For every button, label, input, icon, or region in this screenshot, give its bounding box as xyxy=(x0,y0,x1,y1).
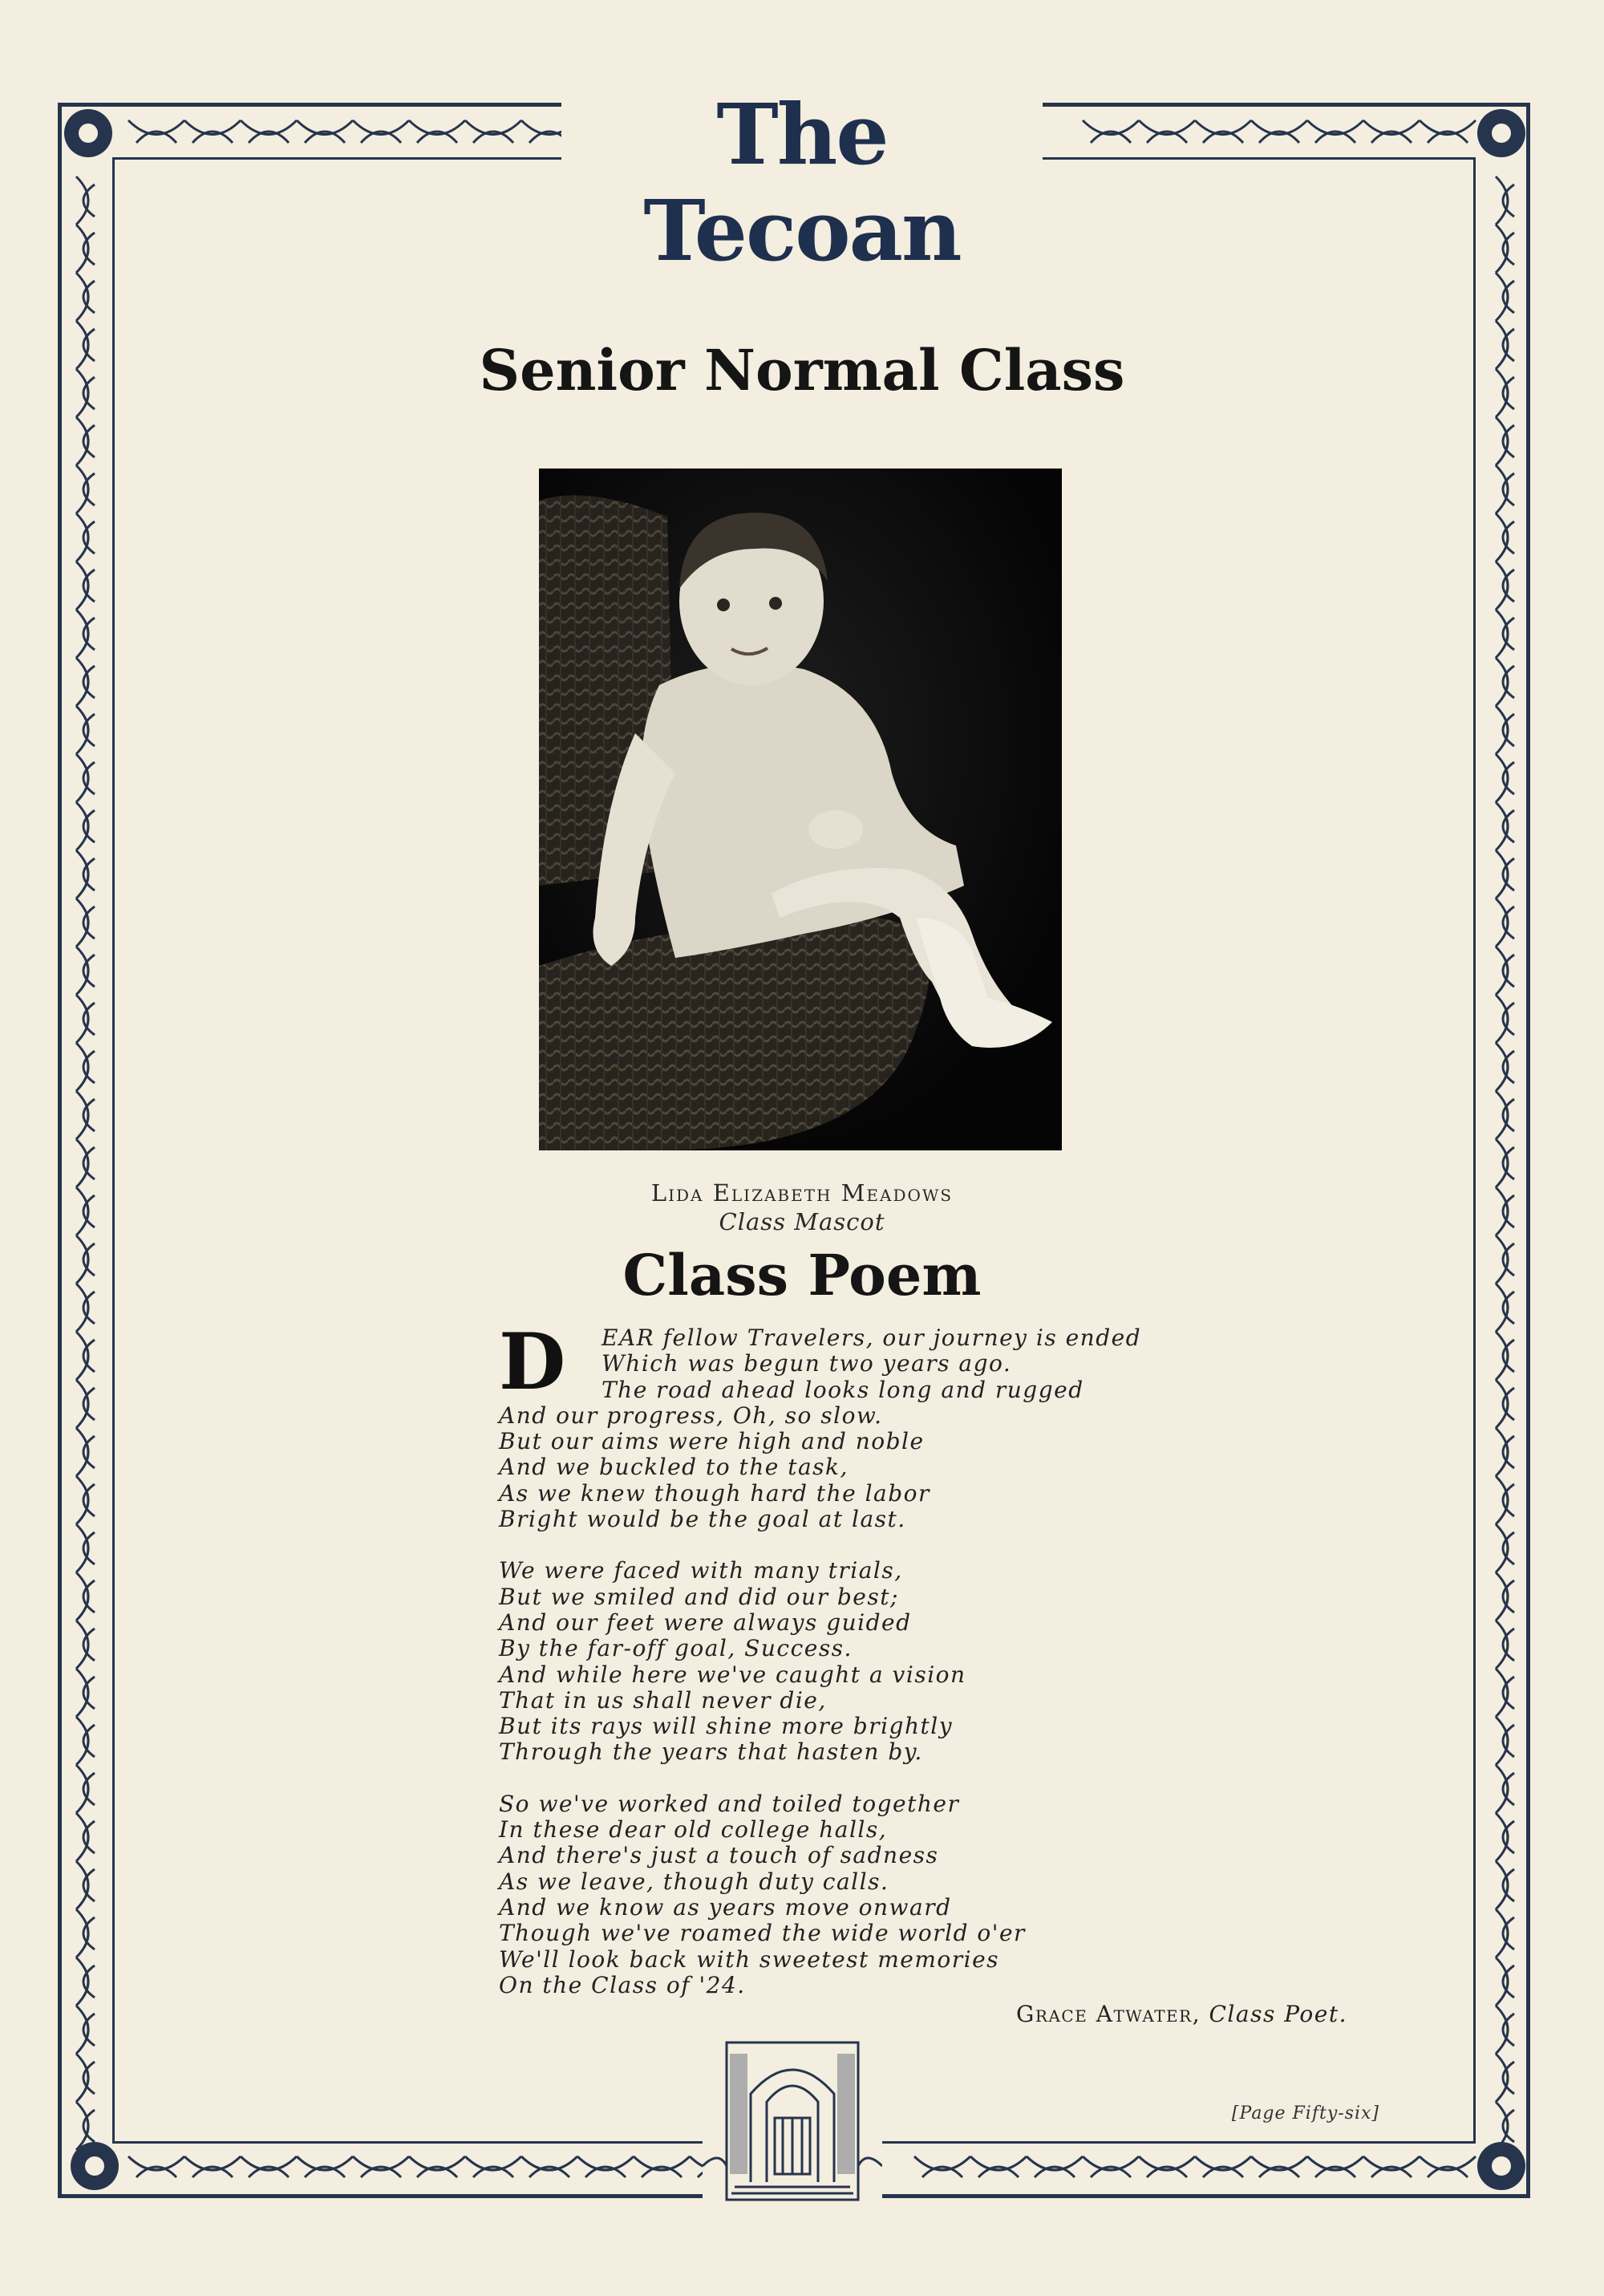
child-portrait-image xyxy=(539,469,1062,1150)
poem-line: Bright would be the goal at last. xyxy=(499,1506,906,1533)
poem-line: But our aims were high and noble xyxy=(499,1428,925,1455)
vine-ornament xyxy=(1315,2167,1355,2177)
poem-line: The road ahead looks long and rugged xyxy=(602,1376,1084,1403)
caption-role: Class Mascot xyxy=(719,1208,885,1235)
poem-line: But its rays will shine more brightly xyxy=(499,1713,954,1740)
poem-line: But we smiled and did our best; xyxy=(499,1583,899,1610)
vine-ornament xyxy=(1259,2167,1299,2177)
poem-line: So we've worked and toiled together xyxy=(499,1790,960,1817)
poet-credit xyxy=(882,2001,1347,2027)
vine-ornament xyxy=(585,2167,626,2177)
poem-line: And we know as years move onward xyxy=(499,1893,952,1921)
doorway-icon xyxy=(703,2038,882,2201)
poet-name: Grace Atwater, xyxy=(1016,2001,1201,2027)
vine-ornament xyxy=(1147,2167,1187,2177)
poem-line: And while here we've caught a vision xyxy=(499,1661,966,1688)
poem-line: And our progress, Oh, so slow. xyxy=(499,1402,883,1429)
poem-line: And our feet were always guided xyxy=(499,1608,912,1636)
poem-title: Class Poem xyxy=(622,1242,982,1308)
vine-ornament xyxy=(249,2167,289,2177)
poem-line: We were faced with many trials, xyxy=(499,1557,903,1584)
vine-ornament xyxy=(305,2167,345,2177)
vine-ornament xyxy=(473,2167,513,2177)
poem-line: Which was begun two years ago. xyxy=(602,1350,1012,1377)
poem-body xyxy=(499,1316,1221,2024)
poem-line: Through the years that hasten by. xyxy=(499,1738,923,1766)
vine-ornament xyxy=(1035,2167,1075,2177)
poem-stanza-3 xyxy=(499,1791,1221,1998)
poem-stanza-1 xyxy=(499,1316,1221,1533)
poem-line: And we buckled to the task, xyxy=(499,1454,849,1481)
vine-ornament xyxy=(1428,2167,1468,2177)
vine-ornament xyxy=(1371,2167,1412,2177)
masthead-logo: The Tecoan xyxy=(561,87,1043,183)
poem-line: On the Class of '24. xyxy=(499,1971,746,1998)
vine-ornament xyxy=(136,2167,176,2177)
vine-ornament xyxy=(922,2167,962,2177)
poem-line: We'll look back with sweetest memories xyxy=(499,1945,1000,1973)
poem-stanza-2 xyxy=(499,1558,1221,1765)
vine-ornament xyxy=(642,2167,682,2177)
vine-ornament xyxy=(417,2167,457,2177)
poem-line: In these dear old college halls, xyxy=(499,1816,888,1844)
section-title: Senior Normal Class xyxy=(479,337,1125,404)
caption-name: Lida Elizabeth Meadows xyxy=(650,1179,954,1207)
poem-line: That in us shall never die, xyxy=(499,1686,827,1714)
poem-line: EAR fellow Travelers, our journey is ended xyxy=(602,1324,1142,1351)
poet-title: Class Poet. xyxy=(1209,2001,1347,2027)
vine-ornament xyxy=(192,2167,233,2177)
vine-ornament xyxy=(1091,2167,1131,2177)
page-folio: [Page Fifty-six] xyxy=(1231,2103,1379,2124)
poem-line: By the far-off goal, Success. xyxy=(499,1635,853,1662)
poem-line: And there's just a touch of sadness xyxy=(499,1842,939,1869)
photo-caption xyxy=(481,1179,1123,1235)
vine-ornament xyxy=(1203,2167,1243,2177)
vine-ornament xyxy=(529,2167,569,2177)
vine-ornament xyxy=(978,2167,1019,2177)
poem-drop-cap: D xyxy=(499,1316,566,1407)
poem-line: Though we've roamed the wide world o'er xyxy=(499,1920,1026,1947)
mascot-photo xyxy=(539,469,1062,1150)
poem-line: As we knew though hard the labor xyxy=(499,1479,930,1507)
vine-ornament xyxy=(361,2167,401,2177)
poem-line: As we leave, though duty calls. xyxy=(499,1868,889,1895)
